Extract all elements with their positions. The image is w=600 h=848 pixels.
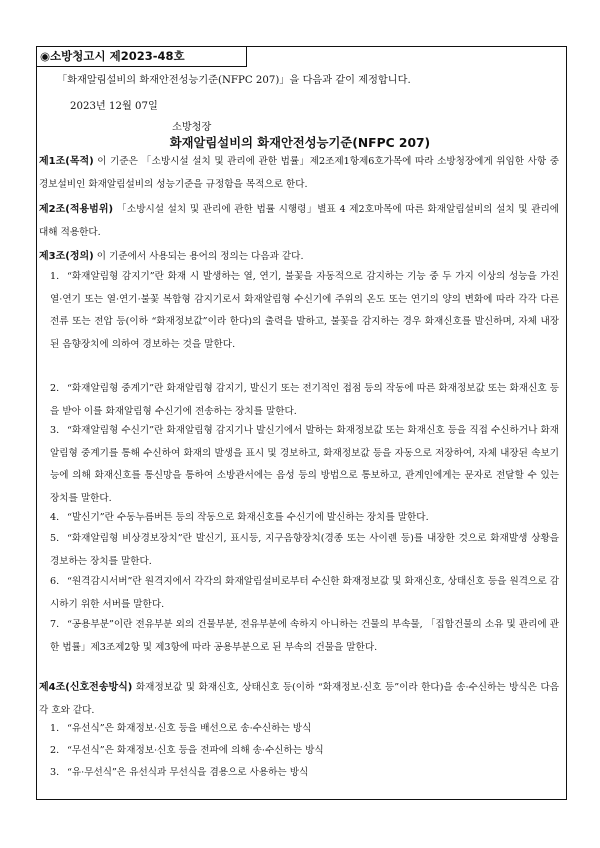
definition-item: [50, 378, 559, 423]
method-item: [50, 740, 559, 763]
definition-item: [50, 266, 559, 356]
definition-item: [50, 528, 559, 573]
article-heading: 제4조(신호전송방식): [39, 682, 133, 693]
item-text: “원격감시서버”란 원격지에서 각각의 화재알림설비로부터 수신한 화재정보값 및 화재신호, 상태신호 등을 원격으로 감시하기 위한 서버를 말한다.: [50, 576, 559, 610]
notice-bullet-icon: ◉: [40, 49, 51, 63]
item-text: “화재알림형 수신기”란 화재알림형 감지기나 발신기에서 발하는 화재정보값 또는 화재신호 등을 직접 수신하거나 화재알림형 중계기를 통해 수신하여 화재의 발생을 표시 및 경보하고, 화재정보값 등을 자동으로 저장하여, 자체 내장된 속보기능에 의해 화재신호를 통신망을 통하여 소방관서에는 음성 등의 방법으로 통보하고, 관계인에게는 문자로 전달할 수 있는 장치를 말한다.: [50, 425, 559, 504]
item-number: 7.: [50, 619, 60, 630]
item-text: “공용부분”이란 전유부분 외의 건물부분, 전유부분에 속하지 아니하는 건물의 부속물, 「집합건물의 소유 및 관리에 관한 법률」제3조제2항 및 제3항에 따라 공용부분으로 된 부속의 건물을 말한다.: [50, 619, 559, 653]
item-text: “화재알림형 중계기”란 화재알림형 감지기, 발신기 또는 전기적인 접점 등의 작동에 따른 화재정보값 또는 화재신호 등을 받아 이를 화재알림형 수신기에 전송하는 장치를 말한다.: [50, 383, 559, 417]
article-heading: 제1조(목적): [39, 156, 94, 167]
definition-item: [50, 420, 559, 510]
definition-item: [50, 507, 559, 530]
document-title: 화재알림설비의 화재안전성능기준(NFPC 207): [169, 136, 431, 150]
item-number: 5.: [50, 533, 60, 544]
item-number: 4.: [50, 512, 60, 523]
item-number: 2.: [50, 745, 60, 756]
item-text: “발신기”란 수동누름버튼 등의 작동으로 화재신호를 수신기에 발신하는 장치를 말한다.: [67, 512, 429, 523]
item-number: 3.: [50, 767, 60, 778]
issue-date: 2023년 12월 07일: [70, 101, 158, 112]
item-number: 2.: [50, 383, 60, 394]
article-text: 이 기준에서 사용되는 용어의 정의는 다음과 같다.: [93, 251, 304, 262]
item-number: 1.: [50, 271, 60, 282]
article-text: 화재정보값 및 화재신호, 상태신호 등(이하 “화재정보·신호 등”이라 한다)을 송·수신하는 방식은 다음 각 호와 같다.: [39, 682, 559, 716]
article-1: [39, 151, 559, 196]
item-number: 1.: [50, 723, 60, 734]
article-4: [39, 677, 559, 722]
item-text: “무선식”은 화재정보·신호 등을 전파에 의해 송·수신하는 방식: [67, 745, 324, 756]
definition-item: [50, 614, 559, 659]
issuing-agency: 소방청장: [172, 122, 212, 133]
item-number: 3.: [50, 425, 60, 436]
item-text: “유선식”은 화재정보·신호 등을 배선으로 송·수신하는 방식: [67, 723, 312, 734]
notice-number: 소방청고시 제2023-48호: [50, 49, 185, 63]
item-text: “유·무선식”은 유선식과 무선식을 겸용으로 사용하는 방식: [67, 767, 309, 778]
article-heading: 제2조(적용범위): [39, 204, 114, 215]
article-heading: 제3조(정의): [39, 251, 94, 262]
article-2: [39, 199, 559, 244]
article-text: 이 기준은 「소방시설 설치 및 관리에 관한 법률」제2조제1항제6호가목에 따라 소방청장에게 위임한 사항 중 경보설비인 화재알림설비의 성능기준을 규정함을 목적으로 한다.: [39, 156, 559, 190]
intro-text: 「화재알림설비의 화재안전성능기준(NFPC 207)」을 다음과 같이 제정합니다.: [57, 75, 411, 86]
item-number: 6.: [50, 576, 60, 587]
item-text: “화재알림형 감지기”란 화재 시 발생하는 열, 연기, 불꽃을 자동적으로 감지하는 기능 중 두 가지 이상의 성능을 가진 열·연기 또는 열·연기·불꽃 복합형 감지기로서 화재알림형 수신기에 주위의 온도 또는 연기의 양의 변화에 따라 각각 다른 전류 또는 전압 등(이하 “화재정보값”이라 한다)의 출력을 발하고, 불꽃을 감지하는 경우 화재신호를 발신하며, 자체 내장된 음향장치에 의하여 경보하는 것을 말한다.: [50, 271, 559, 350]
definition-item: [50, 571, 559, 616]
article-text: 「소방시설 설치 및 관리에 관한 법률 시행령」별표 4 제2호마목에 따른 화재알림설비의 설치 및 관리에 대해 적용한다.: [39, 204, 559, 238]
item-text: “화재알림형 비상경보장치”란 발신기, 표시등, 지구음향장치(경종 또는 사이렌 등)를 내장한 것으로 화재발생 상황을 경보하는 장치를 말한다.: [50, 533, 559, 567]
method-item: [50, 762, 559, 785]
method-item: [50, 718, 559, 741]
notice-number-box: [37, 47, 247, 67]
